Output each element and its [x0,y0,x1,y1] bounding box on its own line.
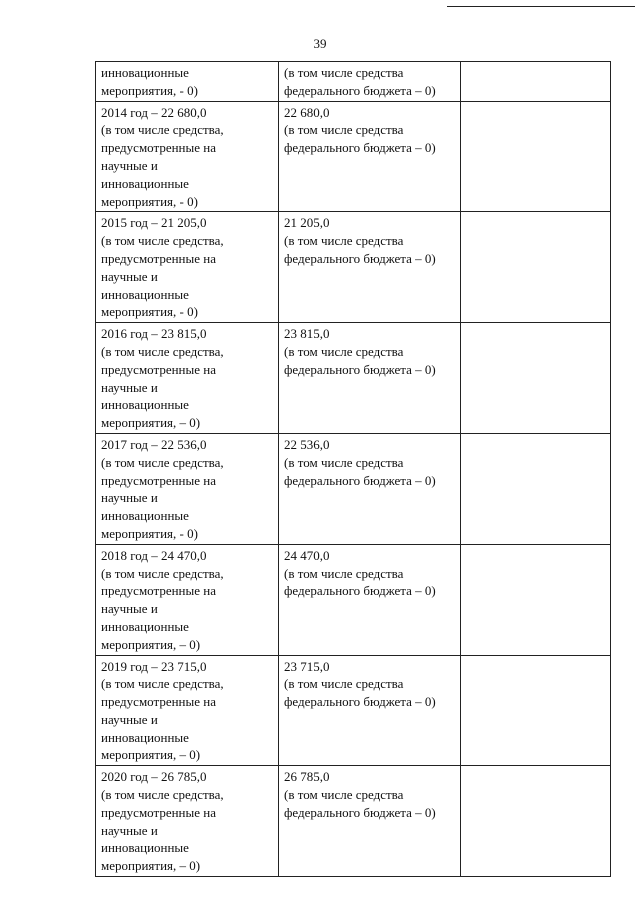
cell-text-line: инновационные [101,65,189,80]
cell-text-line: 22 536,0 [284,436,330,452]
cell-text-line: мероприятия, – 0) [101,858,201,874]
cell-text-line: (в том числе средства, [101,233,224,249]
cell-text-line: (в том числе средства [284,787,404,803]
table-cell-col2 [279,323,461,434]
cell-text-line: (в том числе средства, [101,565,224,581]
table-cell-col2 [279,101,461,212]
table-cell-col3 [461,62,611,102]
cell-text-line: (в том числе средства [284,565,404,581]
table-row [96,212,611,323]
table-cell-col1 [96,433,279,544]
cell-text-line: научные и [101,601,158,617]
table-cell-col3 [461,766,611,877]
cell-text-line: федерального бюджета – 0) [284,82,436,98]
cell-text-line: научные и [101,268,158,284]
cell-text-line: 2018 год – 24 470,0 [101,547,207,563]
cell-text-line: федерального бюджета – 0) [284,804,436,820]
cell-text-line: предусмотренные на [101,361,217,377]
table-cell-col3 [461,655,611,766]
cell-text-line: мероприятия, - 0) [101,304,198,320]
budget-table [95,61,611,877]
cell-text-line: предусмотренные на [101,250,217,266]
cell-text-line: федерального бюджета – 0) [284,472,436,488]
cell-text-line: 23 715,0 [284,658,330,674]
cell-text-line: (в том числе средства [284,233,404,249]
table-cell-col3 [461,212,611,323]
cell-text-line: инновационные [101,175,189,191]
cell-text-line: предусмотренные на [101,583,217,599]
table-row [96,101,611,212]
table-cell-col2 [279,544,461,655]
table-row [96,323,611,434]
cell-text-line: (в том числе средства, [101,787,224,803]
cell-text-line: 26 785,0 [284,769,330,785]
page-number: 39 [313,36,327,51]
table-cell-col3 [461,433,611,544]
cell-text-line: предусмотренные на [101,140,217,156]
cell-text-line: 2015 год – 21 205,0 [101,215,207,231]
table-cell-col3 [461,101,611,212]
table-row [96,544,611,655]
table-cell-col1 [96,323,279,434]
cell-text-line: научные и [101,157,158,173]
cell-text-line: инновационные [101,286,189,302]
cell-text-line: (в том числе средства [284,65,404,80]
cell-text-line: предусмотренные на [101,472,217,488]
cell-text-line: (в том числе средства, [101,676,224,692]
cell-text-line: (в том числе средства [284,343,404,359]
cell-text-line: предусмотренные на [101,694,217,710]
table-row [96,766,611,877]
cell-text-line: предусмотренные на [101,804,217,820]
cell-text-line: инновационные [101,840,189,856]
cell-text-line: инновационные [101,508,189,524]
cell-text-line: 2014 год – 22 680,0 [101,104,207,120]
table-cell-col2 [279,655,461,766]
cell-text-line: научные и [101,711,158,727]
cell-text-line: мероприятия, - 0) [101,82,198,98]
cell-text-line: научные и [101,822,158,838]
cell-text-line: (в том числе средства [284,122,404,138]
cell-text-line: 24 470,0 [284,547,330,563]
table-cell-col2 [279,766,461,877]
cell-text-line: 2017 год – 22 536,0 [101,436,207,452]
table-cell-col3 [461,323,611,434]
cell-text-line: мероприятия, - 0) [101,193,198,209]
cell-text-line: (в том числе средства [284,454,404,470]
table-cell-col1 [96,101,279,212]
cell-text-line: федерального бюджета – 0) [284,583,436,599]
budget-table-body [96,62,611,877]
cell-text-line: инновационные [101,618,189,634]
cell-text-line: инновационные [101,729,189,745]
table-row [96,62,611,102]
cell-text-line: (в том числе средства, [101,122,224,138]
cell-text-line: научные и [101,490,158,506]
cell-text-line: 23 815,0 [284,326,330,342]
cell-text-line: мероприятия, - 0) [101,525,198,541]
cell-text-line: мероприятия, – 0) [101,636,201,652]
cell-text-line: (в том числе средства, [101,454,224,470]
cell-text-line: мероприятия, – 0) [101,415,201,431]
table-cell-col3 [461,544,611,655]
cell-text-line: 2020 год – 26 785,0 [101,769,207,785]
table-cell-col1 [96,62,279,102]
table-cell-col2 [279,212,461,323]
cell-text-line: (в том числе средства, [101,343,224,359]
table-row [96,433,611,544]
cell-text-line: 21 205,0 [284,215,330,231]
cell-text-line: мероприятия, – 0) [101,747,201,763]
table-cell-col2 [279,433,461,544]
cell-text-line: федерального бюджета – 0) [284,140,436,156]
cell-text-line: 22 680,0 [284,104,330,120]
cell-text-line: федерального бюджета – 0) [284,694,436,710]
cell-text-line: федерального бюджета – 0) [284,250,436,266]
cell-text-line: 2019 год – 23 715,0 [101,658,207,674]
cell-text-line: 2016 год – 23 815,0 [101,326,207,342]
cell-text-line: федерального бюджета – 0) [284,361,436,377]
cell-text-line: инновационные [101,397,189,413]
table-cell-col1 [96,766,279,877]
table-cell-col1 [96,544,279,655]
cell-text-line: научные и [101,379,158,395]
table-row [96,655,611,766]
cell-text-line: (в том числе средства [284,676,404,692]
table-cell-col1 [96,655,279,766]
top-rule-line [447,6,635,7]
table-cell-col1 [96,212,279,323]
table-cell-col2 [279,62,461,102]
